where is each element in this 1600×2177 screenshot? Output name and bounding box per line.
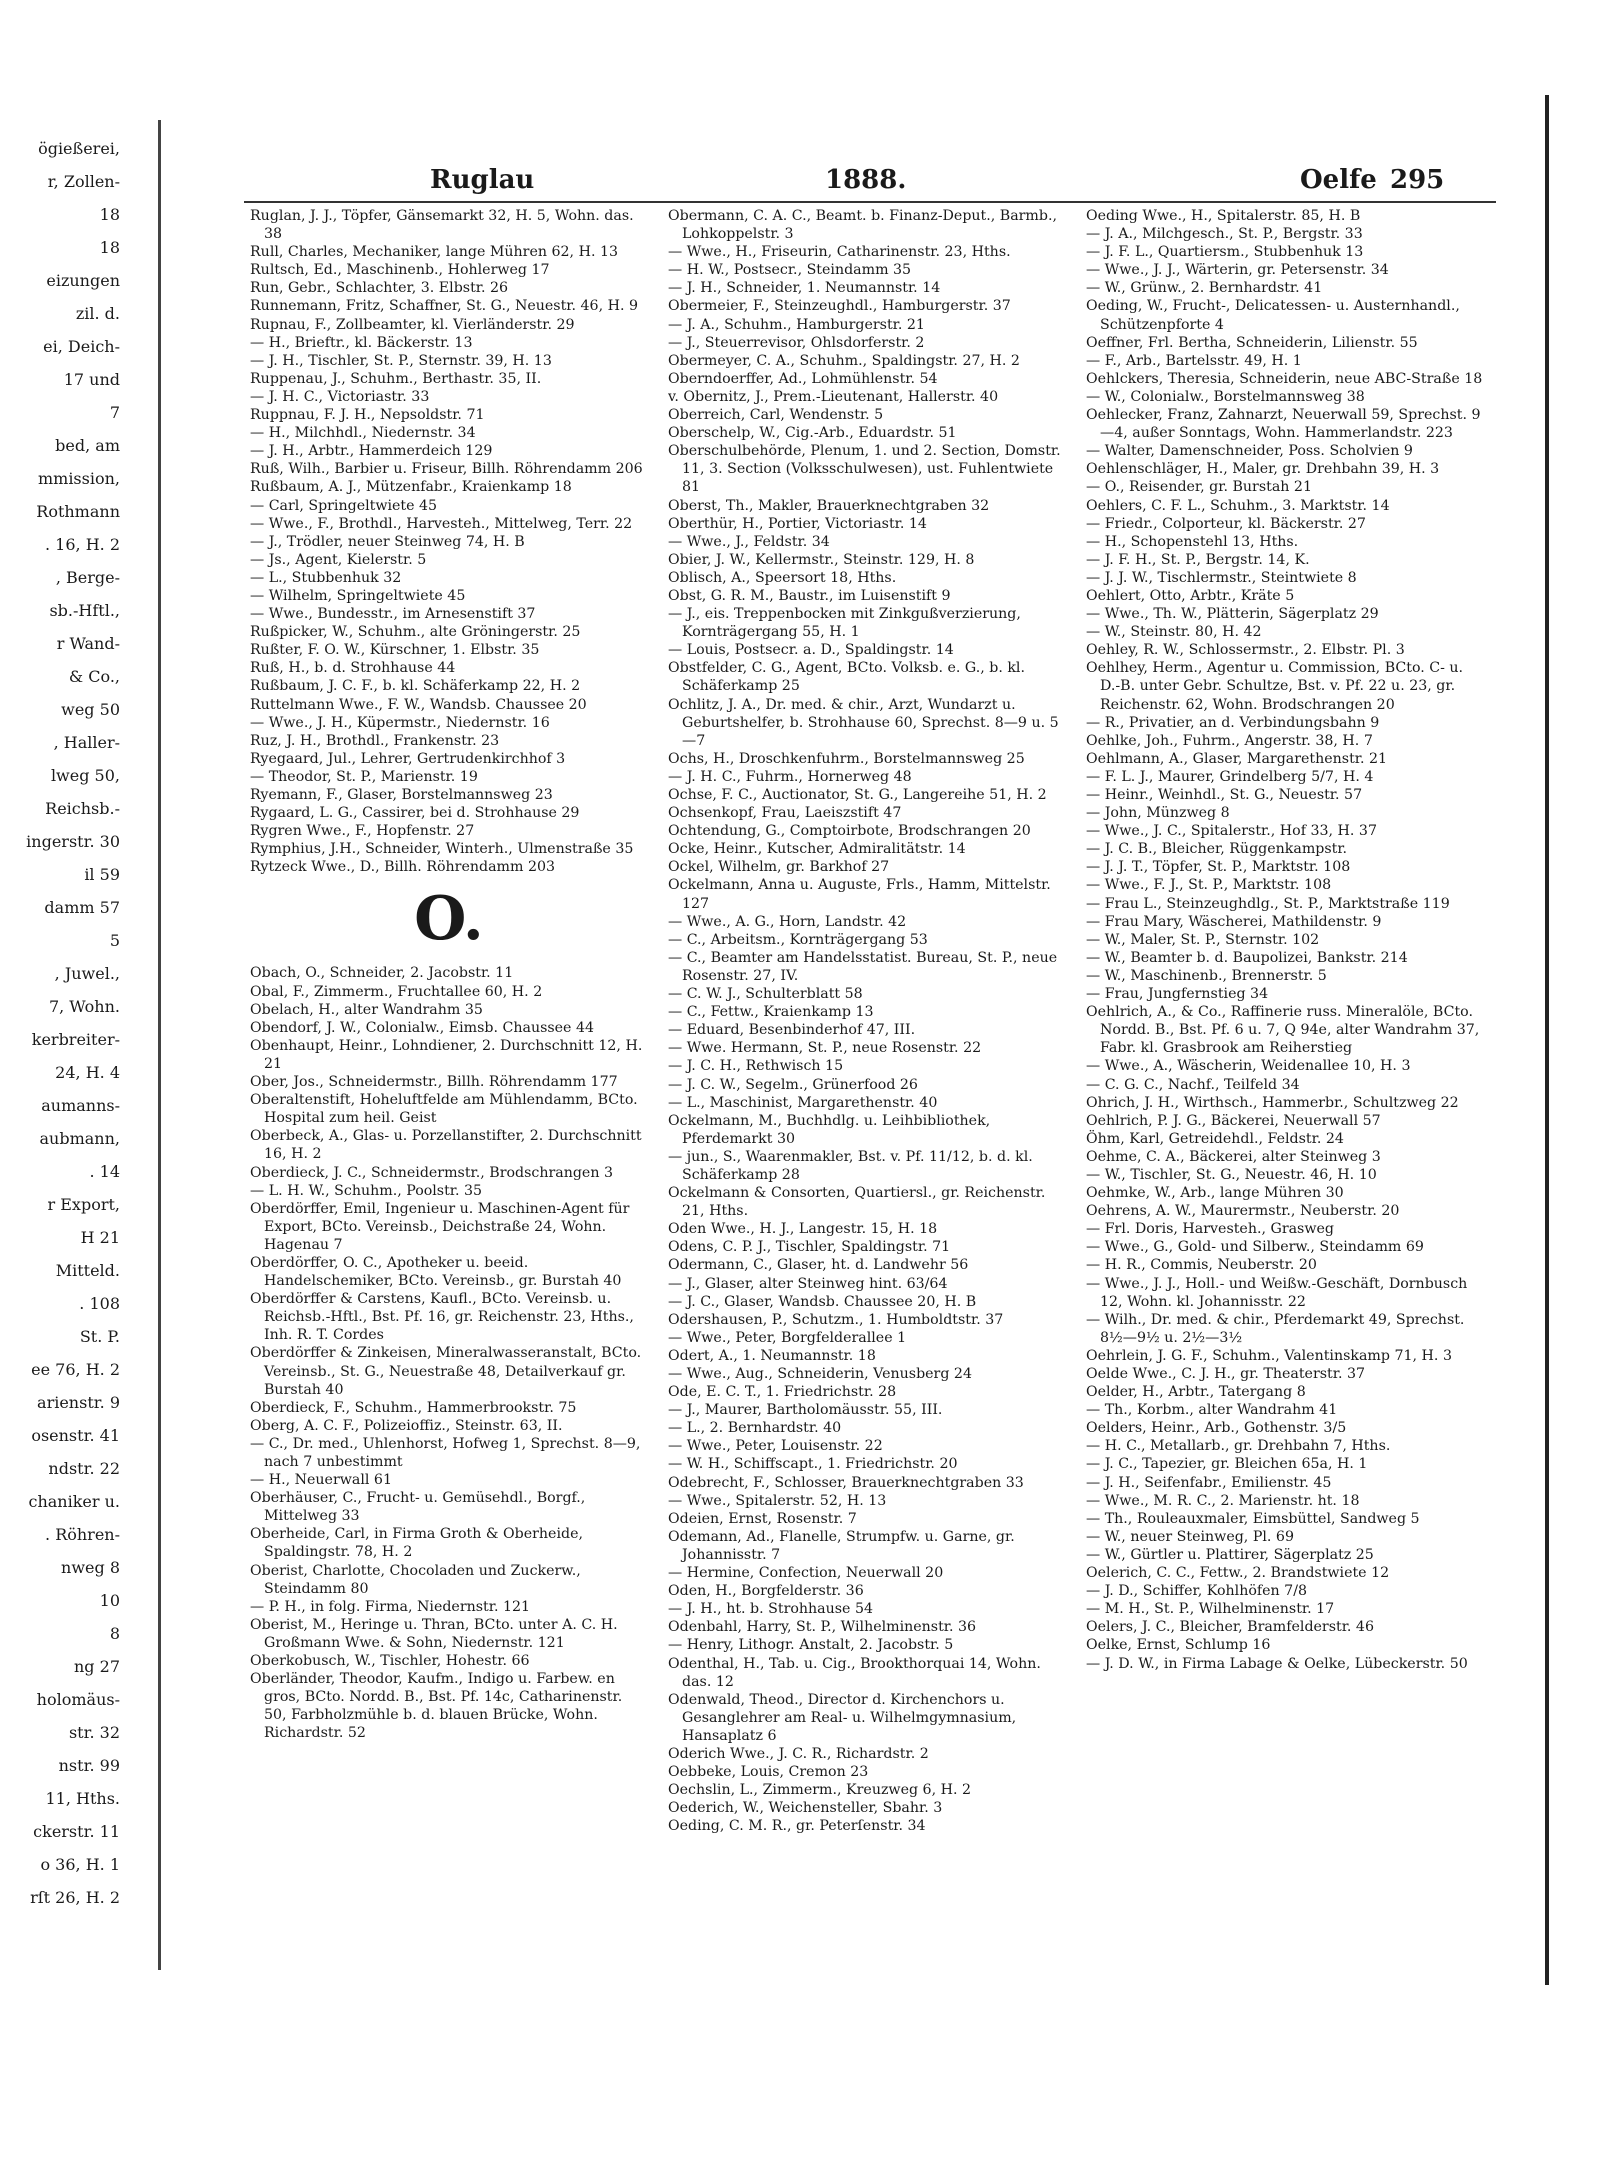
directory-entry: Oberreich, Carl, Wendenstr. 5 (668, 407, 884, 424)
fragment-line: kerbreiter- (31, 1030, 120, 1049)
directory-entry: Rytzeck Wwe., D., Billh. Röhrendamm 203 (250, 859, 556, 876)
fragment-line: aumanns- (41, 1096, 120, 1115)
directory-entry: — C., Fettw., Kraienkamp 13 (668, 1004, 874, 1021)
directory-entry: Obendorf, J. W., Colonialw., Eimsb. Chaussee 44 (250, 1019, 595, 1036)
fragment-line: str. 32 (68, 1723, 120, 1742)
directory-entry: Öhm, Karl, Getreidehdl., Feldstr. 24 (1086, 1130, 1344, 1147)
directory-entry: — Wwe., J. C., Spitalerstr., Hof 33, H. 37 (1086, 823, 1377, 840)
fragment-line: holomäus- (36, 1690, 120, 1709)
directory-entry: Oberschelp, W., Cig.-Arb., Eduardstr. 51 (668, 425, 957, 442)
directory-entry: — Wilhelm, Springeltwiete 45 (250, 587, 466, 604)
directory-entry: Oehlrich, P. J. G., Bäckerei, Neuerwall 57 (1086, 1112, 1381, 1129)
directory-entry: Oehrlein, J. G. F., Schuhm., Valentinskamp 71, H. 3 (1086, 1347, 1452, 1364)
directory-entry: — Wwe., J. J., Wärterin, gr. Petersenstr. 34 (1086, 262, 1389, 279)
directory-entry: — J. J. W., Tischlermstr., Steintwiete 8 (1086, 569, 1357, 586)
directory-entry: — Th., Korbm., alter Wandrahm 41 (1086, 1402, 1338, 1419)
directory-entry: Oehmke, W., Arb., lange Mühren 30 (1086, 1185, 1344, 1202)
directory-entry: Oehlecker, Franz, Zahnarzt, Neuerwall 59, Sprechst. 9—4, außer Sonntags, Wohn. Hammerlandstr. 223 (1086, 407, 1481, 442)
fragment-line: damm 57 (44, 898, 120, 917)
directory-entry: Oehlers, C. F. L., Schuhm., 3. Marktstr. 14 (1086, 497, 1390, 514)
directory-entry: Rygren Wwe., F., Hopfenstr. 27 (250, 823, 475, 840)
directory-entry: — Th., Rouleauxmaler, Eimsbüttel, Sandweg 5 (1086, 1510, 1420, 1527)
fragment-line: Rothmann (36, 502, 120, 521)
directory-entry: Rußbaum, A. J., Mützenfabr., Kraienkamp 18 (250, 479, 572, 496)
directory-entry: — Louis, Postsecr. a. D., Spaldingstr. 14 (668, 642, 954, 659)
fragment-line: aubmann, (39, 1129, 120, 1148)
directory-entry: Oberheide, Carl, in Firma Groth & Oberheide, Spaldingstr. 78, H. 2 (250, 1526, 583, 1561)
previous-page-fragment (0, 120, 120, 1940)
directory-entry: Ode, E. C. T., 1. Friedrichstr. 28 (668, 1384, 897, 1401)
directory-entry: — J. F. L., Quartiersm., Stubbenhuk 13 (1086, 244, 1364, 261)
directory-entry: Ruppenau, J., Schuhm., Berthastr. 35, II. (250, 370, 542, 387)
fragment-line: osenstr. 41 (31, 1426, 120, 1445)
fragment-line: , Juwel., (54, 964, 120, 983)
directory-entry: Oberdieck, J. C., Schneidermstr., Brodschrangen 3 (250, 1164, 613, 1181)
fragment-line: , Berge- (55, 568, 120, 587)
directory-entry: — J. J. T., Töpfer, St. P., Marktstr. 108 (1086, 859, 1351, 876)
directory-entry: Rultsch, Ed., Maschinenb., Hohlerweg 17 (250, 262, 550, 279)
fragment-line: ckerstr. 11 (33, 1822, 120, 1841)
directory-entry: — W., Gürtler u. Plattirer, Sägerplatz 25 (1086, 1546, 1374, 1563)
directory-entry: — L., Maschinist, Margarethenstr. 40 (668, 1094, 938, 1111)
directory-entry: — Theodor, St. P., Marienstr. 19 (250, 768, 478, 785)
directory-entry: Ruttelmann Wwe., F. W., Wandsb. Chaussee 20 (250, 696, 587, 713)
fragment-line: 17 und (63, 370, 120, 389)
directory-entry: Obal, F., Zimmerm., Fruchtallee 60, H. 2 (250, 983, 543, 1000)
directory-entry: — H., Neuerwall 61 (250, 1472, 392, 1489)
directory-entry: Obermann, C. A. C., Beamt. b. Finanz-Deput., Barmb., Lohkoppelstr. 3 (668, 208, 1057, 243)
directory-entry: — J. C. W., Segelm., Grünerfood 26 (668, 1076, 918, 1093)
directory-entry: Ockelmann, Anna u. Auguste, Frls., Hamm, Mittelstr. 127 (668, 877, 1051, 912)
directory-entry: — Wwe., Th. W., Plätterin, Sägerplatz 29 (1086, 606, 1379, 623)
directory-entry: Oberg, A. C. F., Polizeioffiz., Steinstr. 63, II. (250, 1417, 563, 1434)
directory-entry: Oehrens, A. W., Maurermstr., Neuberstr. 20 (1086, 1203, 1400, 1220)
directory-entry: — Hermine, Confection, Neuerwall 20 (668, 1565, 944, 1582)
directory-entry: — C., Arbeitsm., Kornträgergang 53 (668, 931, 928, 948)
page-gutter (158, 120, 161, 1970)
directory-entry: Oberhäuser, C., Frucht- u. Gemüsehdl., Borgf., Mittelweg 33 (250, 1490, 586, 1525)
directory-entry: — J., Glaser, alter Steinweg hint. 63/64 (668, 1275, 948, 1292)
directory-entry: Rygaard, L. G., Cassirer, bei d. Strohhause 29 (250, 805, 580, 822)
directory-entry: — Js., Agent, Kielerstr. 5 (250, 551, 427, 568)
fragment-line: arienstr. 9 (37, 1393, 120, 1412)
directory-entry: Oberschulbehörde, Plenum, 1. und 2. Section, Domstr. 11, 3. Section (Volksschulwesen), ust. Fuhlentwiete 81 (668, 443, 1061, 496)
fragment-line: H 21 (80, 1228, 120, 1247)
directory-entry: Obach, O., Schneider, 2. Jacobstr. 11 (250, 965, 514, 982)
directory-entry: Oberaltenstift, Hoheluftfelde am Mühlendamm, BCto. Hospital zum heil. Geist (250, 1092, 638, 1127)
directory-entry: Oeffner, Frl. Bertha, Schneiderin, Lilienstr. 55 (1086, 334, 1418, 351)
fragment-line: 18 (99, 205, 120, 224)
fragment-line: . 108 (79, 1294, 120, 1313)
fragment-line: 18 (99, 238, 120, 257)
header-year: 1888. (825, 165, 907, 195)
directory-entry: — Heinr., Weinhdl., St. G., Neuestr. 57 (1086, 787, 1363, 803)
directory-entry: Oehlrich, A., & Co., Raffinerie russ. Mineralöle, BCto. Nordd. B., Bst. Pf. 6 u. 7, Q 94e, alter Wandrahm 37, Fabr. kl. Grasbrook am Reiherstieg (1086, 1004, 1480, 1057)
fragment-line: il 59 (84, 865, 120, 884)
directory-entry: — Carl, Springeltwiete 45 (250, 497, 438, 514)
directory-entry: Ochtendung, G., Comptoirbote, Brodschrangen 20 (668, 823, 1031, 840)
directory-entry: Oelke, Ernst, Schlump 16 (1086, 1637, 1271, 1654)
header-rule (244, 201, 1496, 203)
running-header (250, 165, 1500, 199)
directory-entry: Odemann, Ad., Flanelle, Strumpfw. u. Garne, gr. Johannisstr. 7 (668, 1528, 1015, 1563)
directory-entry: Odenthal, H., Tab. u. Cig., Brookthorquai 14, Wohn. das. 12 (668, 1655, 1041, 1690)
directory-entry: — J., Steuerrevisor, Ohlsdorferstr. 2 (668, 334, 925, 351)
directory-entry: Oelers, J. C., Bleicher, Bramfelderstr. 46 (1086, 1619, 1374, 1636)
directory-entry: Oblisch, A., Speersort 18, Hths. (668, 569, 897, 586)
directory-entry: — R., Privatier, an d. Verbindungsbahn 9 (1086, 714, 1380, 731)
directory-entry: — J. H., Schneider, 1. Neumannstr. 14 (668, 280, 941, 297)
directory-entry: — H. R., Commis, Neuberstr. 20 (1086, 1257, 1317, 1274)
directory-entry: — W., Beamter b. d. Baupolizei, Bankstr. 214 (1086, 949, 1408, 966)
fragment-line: St. P. (79, 1327, 120, 1346)
directory-entry: — Wilh., Dr. med. & chir., Pferdemarkt 49, Sprechst. 8½—9½ u. 2½—3½ (1086, 1311, 1465, 1346)
directory-entry: Obstfelder, C. G., Agent, BCto. Volksb. e. G., b. kl. Schäferkamp 25 (668, 660, 1025, 695)
directory-entry: — J. H., Seifenfabr., Emilienstr. 45 (1086, 1474, 1332, 1491)
fragment-line: mmission, (37, 469, 120, 488)
directory-entry: — H., Schopenstehl 13, Hths. (1086, 533, 1299, 550)
directory-entry: — F. L. J., Maurer, Grindelberg 5/7, H. 4 (1086, 768, 1374, 785)
directory-entry: — J. D. W., in Firma Labage & Oelke, Lübeckerstr. 50 (1086, 1655, 1468, 1672)
directory-entry: Odershausen, P., Schutzm., 1. Humboldtstr. 37 (668, 1311, 1004, 1328)
directory-entry: — W., Maler, St. P., Sternstr. 102 (1086, 931, 1320, 948)
directory-entry: Oberkobusch, W., Tischler, Hohestr. 66 (250, 1653, 530, 1670)
directory-entry: Oehlmann, A., Glaser, Margarethenstr. 21 (1086, 750, 1388, 767)
directory-entry: — J. H., Tischler, St. P., Sternstr. 39, H. 13 (250, 352, 552, 369)
fragment-line: & Co., (68, 667, 120, 686)
fragment-line: nstr. 99 (58, 1756, 120, 1775)
directory-entry: — Wwe., H., Friseurin, Catharinenstr. 23, Hths. (668, 244, 1011, 261)
header-first-entry: Ruglau (430, 165, 535, 195)
fragment-line: zil. d. (75, 304, 120, 323)
directory-entry: Odebrecht, F., Schlosser, Brauerknechtgraben 33 (668, 1474, 1024, 1491)
fragment-line: 8 (109, 1624, 120, 1643)
page-edge (1545, 95, 1549, 1985)
column-3 (1086, 207, 1484, 1977)
directory-entry: — Wwe., J. J., Holl.- und Weißw.-Geschäft, Dornbusch 12, Wohn. kl. Johannisstr. 22 (1086, 1275, 1468, 1310)
directory-entry: Oberdieck, F., Schuhm., Hammerbrookstr. 75 (250, 1399, 577, 1416)
directory-entry: — Wwe., Peter, Borgfelderallee 1 (668, 1329, 907, 1346)
page-number: 295 (1390, 165, 1445, 195)
directory-entry: Oebbeke, Louis, Cremon 23 (668, 1764, 869, 1781)
directory-entry: Rußter, F. O. W., Kürschner, 1. Elbstr. 35 (250, 642, 540, 659)
fragment-line: ei, Deich- (43, 337, 120, 356)
fragment-line: lweg 50, (50, 766, 120, 785)
directory-entry: Obermeyer, C. A., Schuhm., Spaldingstr. 27, H. 2 (668, 352, 1020, 369)
fragment-line: rſt 26, H. 2 (30, 1888, 120, 1907)
directory-entry: — L. H. W., Schuhm., Poolstr. 35 (250, 1182, 483, 1199)
directory-entry: Ockelmann, M., Buchhdlg. u. Leihbibliothek, Pferdemarkt 30 (668, 1112, 991, 1147)
directory-entry: — Walter, Damenschneider, Poss. Scholvien 9 (1086, 443, 1413, 460)
directory-entry: — Frau, Jungfernstieg 34 (1086, 986, 1269, 1003)
directory-entry: — Wwe., G., Gold- und Silberw., Steindamm 69 (1086, 1239, 1424, 1256)
directory-entry: Obenhaupt, Heinr., Lohndiener, 2. Durchschnitt 12, H. 21 (250, 1037, 643, 1072)
directory-entry: Ohrich, J. H., Wirthsch., Hammerbr., Schultzweg 22 (1086, 1094, 1459, 1111)
directory-entry: Oeding, C. M. R., gr. Peterſenstr. 34 (668, 1818, 926, 1835)
directory-entry: Oberst, Th., Makler, Brauerknechtgraben 32 (668, 497, 990, 514)
fragment-line: nweg 8 (61, 1558, 120, 1577)
directory-entry: — J. H., Arbtr., Hammerdeich 129 (250, 443, 493, 460)
directory-entry: Oederich, W., Weichensteller, Sbahr. 3 (668, 1800, 943, 1817)
directory-entry: Ochsenkopf, Frau, Laeiszstift 47 (668, 805, 902, 822)
fragment-line: 24, H. 4 (55, 1063, 120, 1082)
directory-entry: — Wwe. Hermann, St. P., neue Rosenstr. 22 (668, 1040, 982, 1057)
directory-entry: — L., Stubbenhuk 32 (250, 569, 402, 586)
directory-entry: Ober, Jos., Schneidermstr., Billh. Röhrendamm 177 (250, 1074, 618, 1091)
fragment-line: r Export, (47, 1195, 120, 1214)
directory-entry: — Frau Mary, Wäscherei, Mathildenstr. 9 (1086, 913, 1382, 930)
directory-entry: — C. W. J., Schulterblatt 58 (668, 986, 863, 1003)
directory-entry: — J. C., Glaser, Wandsb. Chaussee 20, H. B (668, 1293, 977, 1310)
directory-entry: Oehme, C. A., Bäckerei, alter Steinweg 3 (1086, 1148, 1381, 1165)
directory-entry: Oehlhey, Herm., Agentur u. Commission, BCto. C- u. D.-B. unter Gebr. Schultze, Bst. v. Pf. 22 u. 23, gr. Reichenstr. 62, Wohn. Brodschrangen 20 (1086, 660, 1464, 713)
directory-entry: Rymphius, J.H., Schneider, Winterh., Ulmenstraße 35 (250, 841, 634, 858)
fragment-line: . 14 (89, 1162, 120, 1181)
directory-entry: — H. C., Metallarb., gr. Drehbahn 7, Hths. (1086, 1438, 1391, 1455)
fragment-line: bed, am (55, 436, 120, 455)
directory-entry: Oehlke, Joh., Fuhrm., Angerstr. 38, H. 7 (1086, 732, 1373, 749)
directory-entry: — J. A., Schuhm., Hamburgerstr. 21 (668, 316, 925, 333)
directory-entry: Rußbaum, J. C. F., b. kl. Schäferkamp 22, H. 2 (250, 678, 581, 695)
directory-entry: — John, Münzweg 8 (1086, 805, 1230, 822)
fragment-line: ingerstr. 30 (26, 832, 120, 851)
header-last-entry: Oelfe (1300, 165, 1377, 195)
directory-entry: Odert, A., 1. Neumannstr. 18 (668, 1347, 876, 1364)
directory-entry: Odermann, C., Glaser, ht. d. Landwehr 56 (668, 1257, 969, 1274)
fragment-line: 11, Hths. (45, 1789, 120, 1808)
directory-entry: — C. G. C., Nachf., Teilfeld 34 (1086, 1076, 1300, 1093)
directory-entry: — Wwe., M. R. C., 2. Marienstr. ht. 18 (1086, 1492, 1360, 1509)
directory-entry: Odens, C. P. J., Tischler, Spaldingstr. 71 (668, 1239, 951, 1256)
directory-entry: Ryemann, F., Glaser, Borstelmannsweg 23 (250, 787, 553, 803)
directory-entry: Oden Wwe., H. J., Langestr. 15, H. 18 (668, 1221, 938, 1238)
directory-entry: Oberdörffer, Emil, Ingenieur u. Maschinen-Agent für Export, BCto. Vereinsb., Deichstraße 24, Wohn. Hagenau 7 (250, 1200, 630, 1253)
directory-entry: — jun., S., Waarenmakler, Bst. v. Pf. 11/12, b. d. kl. Schäferkamp 28 (668, 1148, 1033, 1183)
directory-entry: Odenwald, Theod., Director d. Kirchenchors u. Gesanglehrer am Real- u. Wilhelmgymnasium, Hansaplatz 6 (668, 1691, 1017, 1744)
directory-entry: — W., Maschinenb., Brennerstr. 5 (1086, 967, 1327, 984)
fragment-line: 5 (109, 931, 120, 950)
fragment-line: ögießerei, (38, 139, 120, 158)
directory-entry: Obermeier, F., Steinzeughdl., Hamburgerstr. 37 (668, 298, 1011, 315)
directory-entry: Ockel, Wilhelm, gr. Barkhof 27 (668, 859, 890, 876)
directory-entry: — J. F. H., St. P., Bergstr. 14, K. (1086, 551, 1310, 568)
directory-entry: — Wwe., Spitalerstr. 52, H. 13 (668, 1492, 887, 1509)
directory-entry: Ochse, F. C., Auctionator, St. G., Langereihe 51, H. 2 (668, 787, 1047, 803)
directory-entry: Oberthür, H., Portier, Victoriastr. 14 (668, 515, 927, 532)
directory-entry: Rußpicker, W., Schuhm., alte Gröningerstr. 25 (250, 624, 581, 641)
directory-entry: — Friedr., Colporteur, kl. Bäckerstr. 27 (1086, 515, 1366, 532)
directory-entry: — Frau L., Steinzeughdlg., St. P., Marktstraße 119 (1086, 895, 1450, 912)
directory-entry: — H., Milchhdl., Niedernstr. 34 (250, 425, 476, 442)
directory-entry: Oeding Wwe., H., Spitalerstr. 85, H. B (1086, 208, 1361, 224)
directory-entry: Ochs, H., Droschkenfuhrm., Borstelmannsweg 25 (668, 750, 1025, 767)
fragment-line: ng 27 (74, 1657, 120, 1676)
directory-entry: Oehley, R. W., Schlossermstr., 2. Elbstr. Pl. 3 (1086, 642, 1405, 659)
directory-entry: — P. H., in folg. Firma, Niedernstr. 121 (250, 1598, 531, 1615)
directory-entry: — J. H. C., Victoriastr. 33 (250, 388, 430, 405)
directory-entry: Oberdörffer & Carstens, Kaufl., BCto. Vereinsb. u. Reichsb.-Hftl., Bst. Pf. 16, gr. Reichenstr. 23, Hths., Inh. R. T. Cordes (250, 1291, 634, 1344)
directory-entry: — F., Arb., Bartelsstr. 49, H. 1 (1086, 352, 1302, 369)
fragment-line: chaniker u. (28, 1492, 120, 1511)
column-2 (668, 207, 1066, 1977)
directory-entry: Ockelmann & Consorten, Quartiersl., gr. Reichenstr. 21, Hths. (668, 1185, 1046, 1220)
directory-entry: Rupnau, F., Zollbeamter, kl. Vierländerstr. 29 (250, 316, 575, 333)
directory-entry: — W., Colonialw., Borstelmannsweg 38 (1086, 388, 1365, 405)
directory-entry: — M. H., St. P., Wilhelminenstr. 17 (1086, 1601, 1335, 1618)
directory-entry: — J. H., ht. b. Strohhause 54 (668, 1601, 874, 1618)
directory-entry: — J., Maurer, Bartholomäusstr. 55, III. (668, 1402, 943, 1419)
directory-page (250, 165, 1500, 1985)
directory-entry: — J. A., Milchgesch., St. P., Bergstr. 33 (1086, 226, 1363, 243)
directory-entry: — Wwe., Aug., Schneiderin, Venusberg 24 (668, 1366, 972, 1382)
directory-entry: Obier, J. W., Kellermstr., Steinstr. 129, H. 8 (668, 551, 975, 568)
directory-entry: — Eduard, Besenbinderhof 47, III. (668, 1022, 916, 1039)
directory-entry: — H. W., Postsecr., Steindamm 35 (668, 262, 912, 279)
directory-entry: Rull, Charles, Mechaniker, lange Mühren 62, H. 13 (250, 244, 619, 261)
directory-entry: Oberbeck, A., Glas- u. Porzellanstifter, 2. Durchschnitt 16, H. 2 (250, 1128, 642, 1163)
directory-entry: — W., Steinstr. 80, H. 42 (1086, 624, 1262, 641)
directory-entry: Run, Gebr., Schlachter, 3. Elbstr. 26 (250, 280, 509, 297)
directory-entry: Oberdörffer & Zinkeisen, Mineralwasseranstalt, BCto. Vereinsb., St. G., Neuestraße 48, Detailverkauf gr. Burstah 40 (250, 1345, 642, 1398)
directory-entry: — J. D., Schiffer, Kohlhöfen 7/8 (1086, 1583, 1307, 1600)
fragment-line: ndstr. 22 (48, 1459, 120, 1478)
fragment-line: ee 76, H. 2 (31, 1360, 120, 1379)
fragment-line: r, Zollen- (47, 172, 120, 191)
directory-entry: Oehlckers, Theresia, Schneiderin, neue ABC-Straße 18 (1086, 370, 1483, 387)
directory-entry: — W. H., Schiffscapt., 1. Friedrichstr. 20 (668, 1456, 958, 1473)
fragment-line: r Wand- (56, 634, 120, 653)
directory-entry: Oehlenschläger, H., Maler, gr. Drehbahn 39, H. 3 (1086, 461, 1440, 478)
fragment-line: Mitteld. (55, 1261, 120, 1280)
directory-entry: Oehlert, Otto, Arbtr., Kräte 5 (1086, 587, 1295, 604)
directory-entry: Ruz, J. H., Brothdl., Frankenstr. 23 (250, 732, 500, 749)
fragment-line: 10 (99, 1591, 120, 1610)
directory-entry: Oberist, Charlotte, Chocoladen und Zuckerw., Steindamm 80 (250, 1562, 581, 1597)
directory-entry: — Wwe., A. G., Horn, Landstr. 42 (668, 913, 907, 930)
directory-entry: Oelders, Heinr., Arb., Gothenstr. 3/5 (1086, 1420, 1347, 1437)
directory-entry: — L., 2. Bernhardstr. 40 (668, 1420, 842, 1437)
directory-entry: — Wwe., J. H., Küpermstr., Niedernstr. 16 (250, 714, 550, 731)
directory-entry: — W., Tischler, St. G., Neuestr. 46, H. 10 (1086, 1166, 1377, 1183)
directory-entry: Oberndoerffer, Ad., Lohmühlenstr. 54 (668, 370, 938, 387)
directory-entry: Runnemann, Fritz, Schaffner, St. G., Neuestr. 46, H. 9 (250, 298, 639, 315)
directory-entry: — C., Beamter am Handelsstatist. Bureau, St. P., neue Rosenstr. 27, IV. (668, 949, 1058, 984)
fragment-line: eizungen (46, 271, 120, 290)
directory-entry: Odeien, Ernst, Rosenstr. 7 (668, 1510, 857, 1527)
directory-entry: v. Obernitz, J., Prem.-Lieutenant, Hallerstr. 40 (668, 388, 999, 405)
directory-entry: — Wwe., Bundesstr., im Arnesenstift 37 (250, 606, 536, 623)
directory-entry: — Wwe., J., Feldstr. 34 (668, 533, 830, 550)
fragment-line: 7 (109, 403, 120, 422)
directory-entry: Ruß, H., b. d. Strohhause 44 (250, 660, 456, 677)
directory-entry: Ochlitz, J. A., Dr. med. & chir., Arzt, Wundarzt u. Geburtshelfer, b. Strohhause 60, Sprechst. 8—9 u. 5—7 (668, 696, 1059, 749)
directory-entry: — J. C. B., Bleicher, Rüggenkampstr. (1086, 841, 1348, 858)
directory-entry: — J. H. C., Fuhrm., Hornerweg 48 (668, 768, 912, 785)
directory-entry: — Wwe., A., Wäscherin, Weidenallee 10, H. 3 (1086, 1058, 1411, 1075)
column-1 (250, 207, 648, 1977)
directory-entry: Ryegaard, Jul., Lehrer, Gertrudenkirchhof 3 (250, 750, 566, 767)
directory-entry: — Henry, Lithogr. Anstalt, 2. Jacobstr. 5 (668, 1637, 954, 1654)
directory-entry: — W., neuer Steinweg, Pl. 69 (1086, 1528, 1294, 1545)
directory-entry: — O., Reisender, gr. Burstah 21 (1086, 479, 1312, 496)
directory-entry: — J., eis. Treppenbocken mit Zinkgußverzierung, Kornträgergang 55, H. 1 (668, 606, 1021, 641)
directory-entry: Oeding, W., Frucht-, Delicatessen- u. Austernhandl., Schützenpforte 4 (1086, 298, 1460, 333)
directory-entry: Ruglan, J. J., Töpfer, Gänsemarkt 32, H. 5, Wohn. das. 38 (250, 208, 634, 243)
directory-entry: — J. C., Tapezier, gr. Bleichen 65a, H. 1 (1086, 1456, 1368, 1473)
fragment-line: , Haller- (53, 733, 120, 752)
directory-entry: Obst, G. R. M., Baustr., im Luisenstift 9 (668, 587, 951, 604)
fragment-line: 7, Wohn. (48, 997, 120, 1016)
directory-entry: Ruß, Wilh., Barbier u. Friseur, Billh. Röhrendamm 206 (250, 461, 643, 478)
directory-entry: Oberländer, Theodor, Kaufm., Indigo u. Farbew. en gros, BCto. Nordd. B., Bst. Pf. 14c, Catharinenstr. 50, Farbholzmühle b. d. blauen Brücke, Wohn. Richardstr. 52 (250, 1671, 623, 1742)
directory-entry: — Wwe., F. J., St. P., Marktstr. 108 (1086, 877, 1332, 894)
directory-entry: Oelde Wwe., C. J. H., gr. Theaterstr. 37 (1086, 1366, 1366, 1382)
fragment-line: . Röhren- (45, 1525, 120, 1544)
directory-entry: — J., Trödler, neuer Steinweg 74, H. B (250, 533, 525, 550)
directory-entry: — H., Brieftr., kl. Bäckerstr. 13 (250, 334, 473, 351)
directory-entry: — Wwe., F., Brothdl., Harvesteh., Mittelweg, Terr. 22 (250, 515, 633, 532)
fragment-line: weg 50 (61, 700, 120, 719)
directory-entry: — W., Grünw., 2. Bernhardstr. 41 (1086, 280, 1323, 297)
section-letter: O. (414, 884, 484, 955)
directory-entry: — Frl. Doris, Harvesteh., Grasweg (1086, 1221, 1334, 1238)
directory-entry: Oelder, H., Arbtr., Tatergang 8 (1086, 1384, 1306, 1401)
fragment-line: . 16, H. 2 (44, 535, 120, 554)
directory-entry: Oelerich, C. C., Fettw., 2. Brandstwiete 12 (1086, 1565, 1390, 1582)
directory-entry: Oberist, M., Heringe u. Thran, BCto. unter A. C. H. Großmann Wwe. & Sohn, Niedernstr. 121 (250, 1616, 618, 1651)
fragment-line: o 36, H. 1 (40, 1855, 120, 1874)
directory-entry: Oderich Wwe., J. C. R., Richardstr. 2 (668, 1745, 929, 1762)
directory-entry: Oden, H., Borgfelderstr. 36 (668, 1583, 864, 1600)
directory-entry: Oechslin, L., Zimmerm., Kreuzweg 6, H. 2 (668, 1782, 972, 1799)
directory-entry: Oberdörffer, O. C., Apotheker u. beeid. Handelschemiker, BCto. Vereinsb., gr. Burstah 40 (250, 1254, 622, 1290)
directory-entry: Ruppnau, F. J. H., Nepsoldstr. 71 (250, 407, 485, 424)
fragment-line: sb.-Hftl., (49, 601, 120, 620)
directory-entry: — J. C. H., Rethwisch 15 (668, 1058, 844, 1075)
directory-entry: Obelach, H., alter Wandrahm 35 (250, 1001, 483, 1018)
directory-entry: — C., Dr. med., Uhlenhorst, Hofweg 1, Sprechst. 8—9, nach 7 unbestimmt (250, 1435, 641, 1470)
directory-entry: Ocke, Heinr., Kutscher, Admiralitätstr. 14 (668, 841, 966, 858)
fragment-line: Reichsb.- (45, 799, 120, 818)
directory-entry: Odenbahl, Harry, St. P., Wilhelminenstr. 36 (668, 1619, 977, 1636)
directory-entry: — Wwe., Peter, Louisenstr. 22 (668, 1438, 883, 1455)
